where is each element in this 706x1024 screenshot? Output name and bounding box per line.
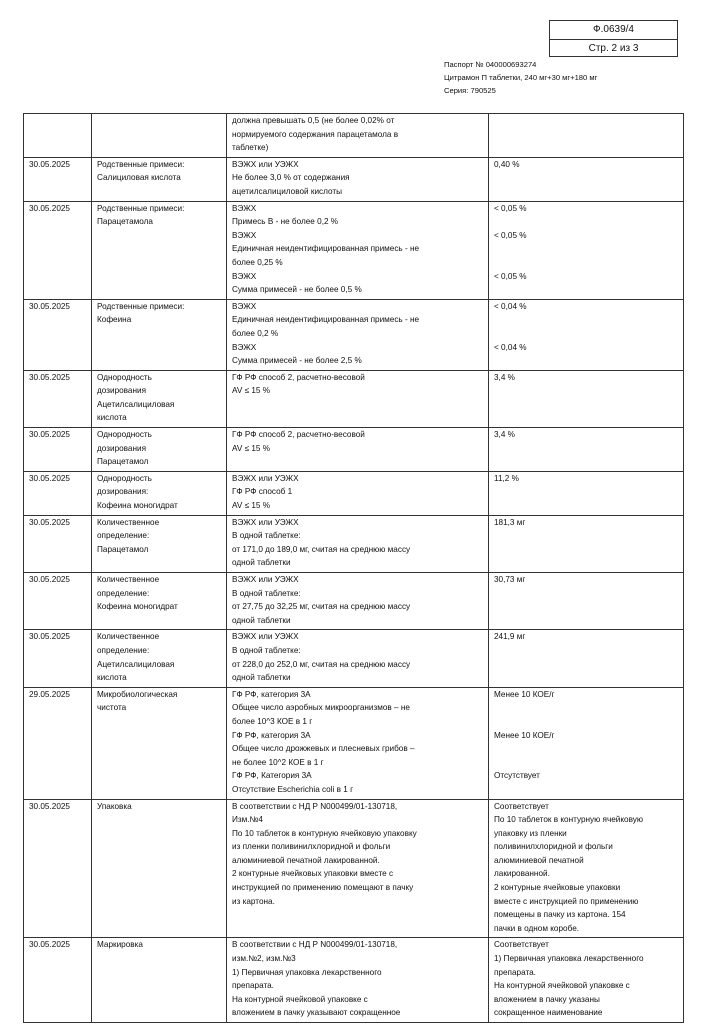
test-result [489, 687, 684, 799]
test-name [92, 114, 227, 158]
test-name-line: дозирования: [97, 487, 149, 497]
test-requirement-line: ГФ РФ способ 1 [232, 487, 293, 497]
test-requirement-line: AV ≤ 15 % [232, 443, 271, 453]
test-result-line: сокращенное наименование [494, 1008, 603, 1018]
test-name-line: кислота [97, 413, 127, 423]
test-requirement-line: ВЭЖХ или УЭЖХ [232, 517, 299, 527]
test-name-line: Парацетамола [97, 217, 153, 227]
table-row [24, 687, 684, 799]
table-row [24, 370, 684, 427]
test-result-line: < 0,05 % [494, 230, 527, 240]
test-requirement-line: 1) Первичная упаковка лекарственного [232, 967, 382, 977]
test-date [24, 573, 92, 630]
test-name-line: Кофеина [97, 315, 132, 325]
test-requirement [227, 201, 489, 299]
test-requirement-line: ВЭЖХ [232, 230, 257, 240]
table-row [24, 799, 684, 938]
test-name-line: Родственные примеси: [97, 301, 185, 311]
test-requirement-line: от 171,0 до 189,0 мг, считая на среднюю массу [232, 544, 411, 554]
test-requirement-line: Отсутствие Escherichia coli в 1 г [232, 784, 354, 794]
test-result-line: вместе с инструкцией по применению [494, 896, 639, 906]
test-result-line: алюминиевой печатной [494, 855, 584, 865]
table-row [24, 573, 684, 630]
test-requirement-line: AV ≤ 15 % [232, 386, 271, 396]
test-result [489, 515, 684, 572]
test-result [489, 370, 684, 427]
test-name [92, 157, 227, 201]
test-requirement-line: Сумма примесей - не более 2,5 % [232, 356, 362, 366]
test-requirement-line: ГФ РФ, Категория 3А [232, 771, 312, 781]
test-date [24, 938, 92, 1023]
test-result-line: < 0,05 % [494, 203, 527, 213]
test-result-line: 3,4 % [494, 430, 515, 440]
test-result-line: пачки в одном коробе. [494, 923, 580, 933]
test-result-line: На контурной ячейковой упаковке с [494, 981, 630, 991]
test-requirement-line: ВЭЖХ или УЭЖХ [232, 159, 299, 169]
test-name-line: определение: [97, 531, 150, 541]
test-name-line: Количественное [97, 517, 160, 527]
test-requirement [227, 370, 489, 427]
test-name-line: Парацетамол [97, 544, 149, 554]
test-requirement [227, 471, 489, 515]
test-result-line: поливинилхлоридной и фольги [494, 842, 613, 852]
test-requirement-line: ВЭЖХ или УЭЖХ [232, 632, 299, 642]
test-name-line: определение: [97, 645, 150, 655]
test-requirement-line: ГФ РФ способ 2, расчетно-весовой [232, 430, 365, 440]
test-result [489, 428, 684, 472]
test-requirement-line: из пленки поливинилхлоридной и фольги [232, 842, 391, 852]
test-result-line: Соответствует [494, 940, 549, 950]
test-name [92, 630, 227, 687]
test-requirement [227, 630, 489, 687]
test-requirement-line: алюминиевой печатной лакированной. [232, 855, 380, 865]
test-result [489, 573, 684, 630]
test-requirement-line: Примесь В - не более 0,2 % [232, 217, 339, 227]
test-result [489, 114, 684, 158]
test-requirement [227, 515, 489, 572]
test-requirement-line: из картона. [232, 896, 275, 906]
test-result [489, 299, 684, 370]
test-requirement-line: Общее число аэробных микроорганизмов – не [232, 703, 410, 713]
test-date [24, 630, 92, 687]
form-code-box [549, 20, 678, 57]
test-name [92, 428, 227, 472]
test-result-line: 30,73 мг [494, 575, 526, 584]
test-requirement-line: препарата. [232, 981, 274, 991]
test-result [489, 938, 684, 1023]
test-requirement-line: изм.№2, изм.№3 [232, 954, 296, 964]
product-name: Цитрамон П таблетки, 240 мг+30 мг+180 мг [444, 73, 598, 82]
test-date-text: 30.05.2025 [29, 517, 70, 527]
test-name-line: чистота [97, 703, 127, 713]
test-requirement-line: одной таблетки [232, 673, 291, 683]
test-name-line: Однородность [97, 430, 152, 440]
test-name-line: Салициловая кислота [97, 173, 181, 183]
test-result-line: < 0,04 % [494, 301, 527, 311]
test-requirement-line: таблетке) [232, 143, 269, 153]
test-name [92, 799, 227, 938]
test-date-text: 30.05.2025 [29, 159, 70, 169]
test-name [92, 299, 227, 370]
test-requirement-line: Не более 3,0 % от содержания [232, 173, 350, 183]
test-result-line [494, 242, 679, 256]
test-result-line: Менее 10 КОЕ/г [494, 689, 555, 699]
test-requirement-line: ацетилсалициловой кислоты [232, 186, 343, 196]
test-result-line [494, 327, 679, 341]
test-result-line [494, 701, 679, 715]
test-name-line: Ацетилсалициловая [97, 659, 175, 669]
test-date [24, 687, 92, 799]
test-date-text: 30.05.2025 [29, 203, 70, 213]
table-row [24, 201, 684, 299]
form-code: Ф.0639/4 [593, 24, 634, 35]
table-row [24, 630, 684, 687]
test-requirement-line: вложением в пачку указывают сокращенное [232, 1008, 401, 1018]
test-requirement [227, 157, 489, 201]
table-row [24, 471, 684, 515]
test-requirement-line: ВЭЖХ [232, 271, 257, 281]
test-results-table [23, 113, 684, 1023]
passport-number: Паспорт № 040000693274 [444, 60, 537, 69]
test-result-line: 241,9 мг [494, 632, 526, 642]
test-result-line: Отсутствует [494, 771, 540, 781]
test-requirement-line: более 10^3 КОЕ в 1 г [232, 716, 313, 726]
test-requirement [227, 428, 489, 472]
test-requirement-line: В одной таблетке: [232, 645, 301, 655]
test-result-line [494, 313, 679, 327]
test-result-line: 0,40 % [494, 159, 520, 169]
test-requirement-line: По 10 таблеток в контурную ячейковую упаковку [232, 828, 417, 838]
test-date-text: 30.05.2025 [29, 301, 70, 311]
test-requirement [227, 114, 489, 158]
test-result-line: 2 контурные ячейковые упаковки [494, 883, 621, 893]
test-date [24, 201, 92, 299]
test-date [24, 370, 92, 427]
document-header [444, 58, 597, 97]
test-name-line: Родственные примеси: [97, 203, 185, 213]
test-requirement [227, 799, 489, 938]
test-name-line: определение: [97, 588, 150, 598]
test-requirement-line: ВЭЖХ [232, 301, 257, 311]
test-date-text: 30.05.2025 [29, 575, 70, 584]
test-requirement-line: В одной таблетке: [232, 531, 301, 541]
table-body [24, 114, 684, 1023]
test-requirement [227, 938, 489, 1023]
table-row [24, 157, 684, 201]
test-result-line: 181,3 мг [494, 517, 526, 527]
test-result-line [494, 756, 679, 770]
test-requirement-line: AV ≤ 15 % [232, 501, 271, 511]
test-result-line: упаковку из пленки [494, 828, 567, 838]
test-date-text: 29.05.2025 [29, 689, 70, 699]
test-requirement-line: ВЭЖХ [232, 342, 257, 352]
test-requirement-line: ГФ РФ, категория 3А [232, 730, 311, 740]
test-requirement-line: ВЭЖХ или УЭЖХ [232, 575, 299, 584]
test-name-line: Микробиологическая [97, 689, 178, 699]
test-name [92, 573, 227, 630]
test-date [24, 157, 92, 201]
test-date [24, 471, 92, 515]
test-requirement [227, 299, 489, 370]
test-name [92, 201, 227, 299]
test-date-text: 30.05.2025 [29, 632, 70, 642]
test-name-line: Ацетилсалициловая [97, 399, 175, 409]
test-name-line: Кофеина моногидрат [97, 501, 178, 511]
test-requirement-line: одной таблетки [232, 558, 291, 568]
test-result-line: < 0,04 % [494, 342, 527, 352]
test-requirement-line: В соответствии с НД Р N000499/01-130718, [232, 940, 398, 950]
test-requirement-line: ВЭЖХ [232, 203, 257, 213]
test-name [92, 471, 227, 515]
test-name-line: дозирования [97, 386, 147, 396]
test-result-line: Соответствует [494, 801, 549, 811]
test-result-line: 11,2 % [494, 473, 519, 483]
test-result-line [494, 715, 679, 729]
test-result-line: помещены в пачку из картона. 154 [494, 910, 626, 920]
test-result-line [494, 354, 679, 368]
test-date-text: 30.05.2025 [29, 940, 70, 950]
test-date-text: 30.05.2025 [29, 801, 70, 811]
test-result-line [494, 742, 679, 756]
test-date [24, 799, 92, 938]
table-row [24, 515, 684, 572]
test-requirement-line: нормируемого содержания парацетамола в [232, 129, 399, 139]
test-requirement-line: должна превышать 0,5 (не более 0,02% от [232, 116, 395, 125]
test-requirement-line: от 228,0 до 252,0 мг, считая на среднюю массу [232, 659, 411, 669]
test-requirement-line: не более 10^2 КОЕ в 1 г [232, 757, 324, 767]
test-result [489, 630, 684, 687]
test-name-line: Однородность [97, 473, 152, 483]
table-row [24, 938, 684, 1023]
test-requirement-line: В одной таблетке: [232, 588, 301, 598]
test-requirement [227, 573, 489, 630]
test-name-line: Упаковка [97, 801, 132, 811]
test-requirement-line: Общее число дрожжевых и плесневых грибов – [232, 744, 415, 754]
series-number: Серия: 790525 [444, 86, 496, 95]
test-result-line [494, 256, 679, 270]
test-result-line: По 10 таблеток в контурную ячейковую [494, 815, 644, 825]
test-name [92, 515, 227, 572]
test-name [92, 370, 227, 427]
test-requirement-line: Единичная неидентифицированная примесь - не [232, 315, 420, 325]
test-date [24, 428, 92, 472]
test-requirement-line: одной таблетки [232, 615, 291, 625]
test-requirement-line: более 0,2 % [232, 328, 279, 338]
test-date [24, 515, 92, 572]
test-requirement-line: Сумма примесей - не более 0,5 % [232, 285, 362, 295]
test-requirement-line: ГФ РФ способ 2, расчетно-весовой [232, 372, 365, 382]
test-requirement [227, 687, 489, 799]
test-name-line: кислота [97, 673, 127, 683]
test-date-text: 30.05.2025 [29, 372, 70, 382]
test-result-line: Менее 10 КОЕ/г [494, 730, 555, 740]
test-date [24, 114, 92, 158]
test-requirement-line: Единичная неидентифицированная примесь - не [232, 244, 420, 254]
test-result-line: лакированной. [494, 869, 550, 879]
test-name-line: Маркировка [97, 940, 143, 950]
test-date-text: 30.05.2025 [29, 430, 70, 440]
test-requirement-line: инструкцией по применению помещают в пачку [232, 883, 414, 893]
test-requirement-line: 2 контурные ячейковых упаковки вместе с [232, 869, 394, 879]
test-name-line: Кофеина моногидрат [97, 602, 178, 612]
test-requirement-line: На контурной ячейковой упаковке с [232, 994, 368, 1004]
test-name-line: дозирования [97, 443, 147, 453]
test-result-line [494, 215, 679, 229]
table-row [24, 428, 684, 472]
test-requirement-line: ВЭЖХ или УЭЖХ [232, 473, 299, 483]
test-name [92, 687, 227, 799]
test-result-line: 3,4 % [494, 372, 515, 382]
test-requirement-line: В соответствии с НД Р N000499/01-130718, [232, 801, 398, 811]
test-requirement-line: Изм.№4 [232, 815, 263, 825]
test-requirement-line: ГФ РФ, категория 3А [232, 689, 311, 699]
test-name-line: Однородность [97, 372, 152, 382]
test-name-line: Количественное [97, 575, 160, 584]
table-row [24, 299, 684, 370]
test-name-line: Родственные примеси: [97, 159, 185, 169]
test-name-line: Парацетамол [97, 457, 149, 467]
test-result-line: вложением в пачку указаны [494, 994, 600, 1004]
test-result [489, 201, 684, 299]
test-result [489, 799, 684, 938]
test-date-text: 30.05.2025 [29, 473, 70, 483]
test-result-line: препарата. [494, 967, 536, 977]
test-date [24, 299, 92, 370]
test-result-line: 1) Первичная упаковка лекарственного [494, 954, 644, 964]
test-result-line: < 0,05 % [494, 271, 527, 281]
test-result [489, 157, 684, 201]
test-requirement-line: более 0,25 % [232, 257, 283, 267]
test-date-text [29, 114, 87, 128]
test-requirement-line: от 27,75 до 32,25 мг, считая на среднюю массу [232, 602, 411, 612]
test-result-line [494, 783, 679, 797]
test-name [92, 938, 227, 1023]
test-result-line [494, 283, 679, 297]
page-number: Стр. 2 из 3 [550, 39, 677, 58]
table-row [24, 114, 684, 158]
test-name-line: Количественное [97, 632, 160, 642]
test-result [489, 471, 684, 515]
